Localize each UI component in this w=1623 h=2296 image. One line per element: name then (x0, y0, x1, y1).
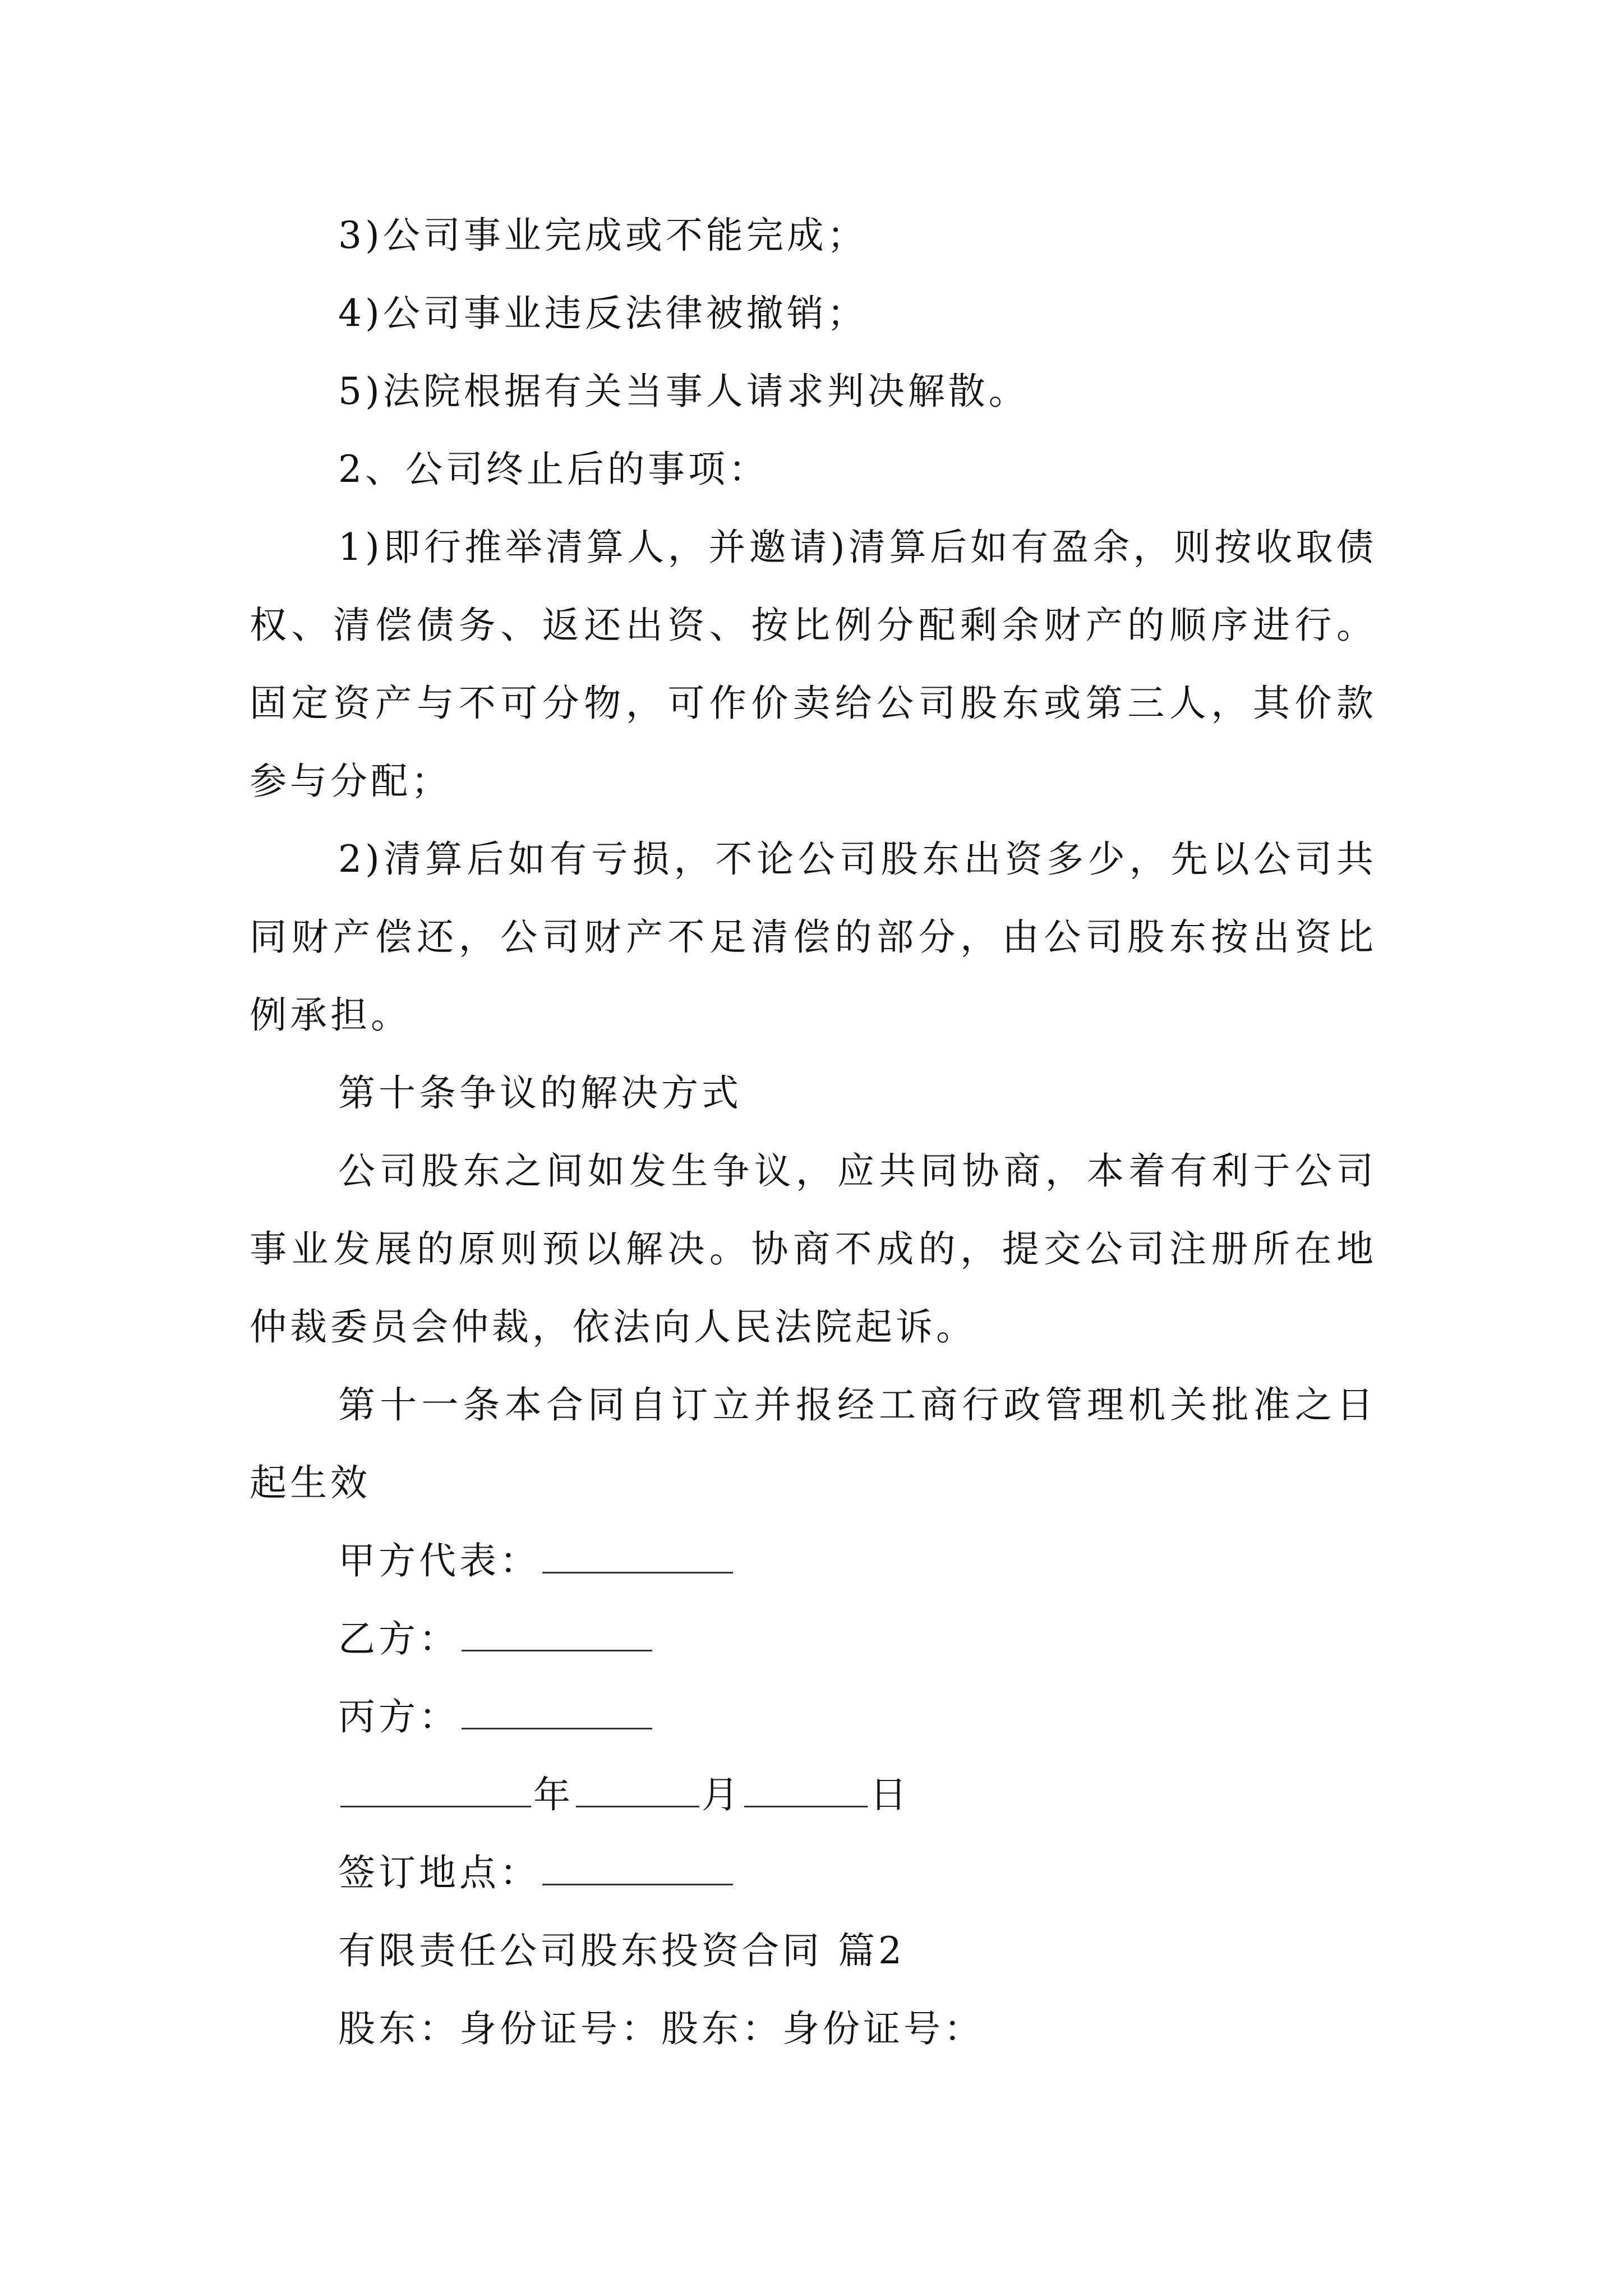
next-contract-title: 有限责任公司股东投资合同 篇2 (338, 1929, 905, 1972)
section-heading-termination: 2、公司终止后的事项： (338, 448, 769, 491)
party-a-signature-line (250, 1522, 1377, 1600)
clause-item-4: 4)公司事业违反法律被撤销； (338, 292, 868, 335)
month-label: 月 (702, 1773, 742, 1816)
party-a-blank (542, 1537, 733, 1573)
clause-item-3: 3)公司事业完成或不能完成； (338, 214, 868, 257)
party-b-signature-line (250, 1600, 1377, 1678)
signing-place-blank (542, 1849, 733, 1885)
date-line (250, 1756, 1377, 1834)
year-blank (340, 1771, 531, 1807)
dispute-resolution-paragraph: 公司股东之间如发生争议，应共同协商，本着有利于公司事业发展的原则预以解决。协商不成的，提交公司注册所在地仲裁委员会仲裁，依法向人民法院起诉。 (250, 1149, 1377, 1349)
shareholders-id-line: 股东：身份证号：股东：身份证号： (338, 2007, 984, 2050)
article-ten-heading: 第十条争议的解决方式 (338, 1071, 742, 1115)
party-b-label: 乙方： (338, 1617, 459, 1660)
party-a-label: 甲方代表： (338, 1539, 540, 1582)
document-body (250, 196, 1377, 2068)
party-b-blank (462, 1615, 652, 1651)
month-blank (576, 1771, 699, 1807)
liquidation-loss-paragraph: 2)清算后如有亏损，不论公司股东出资多少，先以公司共同财产偿还，公司财产不足清偿的部分，由公司股东按出资比例承担。 (250, 838, 1377, 1037)
party-c-label: 丙方： (338, 1695, 459, 1738)
liquidation-surplus-paragraph: 1)即行推举清算人，并邀请)清算后如有盈余，则按收取债权、清偿债务、返还出资、按比例分配剩余财产的顺序进行。固定资产与不可分物，可作价卖给公司股东或第三人，其价款参与分配； (250, 526, 1377, 803)
year-label: 年 (533, 1773, 574, 1816)
clause-item-5: 5)法院根据有关当事人请求判决解散。 (338, 370, 1029, 413)
day-label: 日 (870, 1773, 910, 1816)
day-blank (744, 1771, 868, 1807)
signing-place-label: 签订地点： (338, 1851, 540, 1894)
signing-place-line (250, 1834, 1377, 1912)
party-c-signature-line (250, 1678, 1377, 1756)
article-eleven-paragraph: 第十一条本合同自订立并报经工商行政管理机关批准之日起生效 (250, 1383, 1377, 1504)
party-c-blank (462, 1693, 652, 1729)
